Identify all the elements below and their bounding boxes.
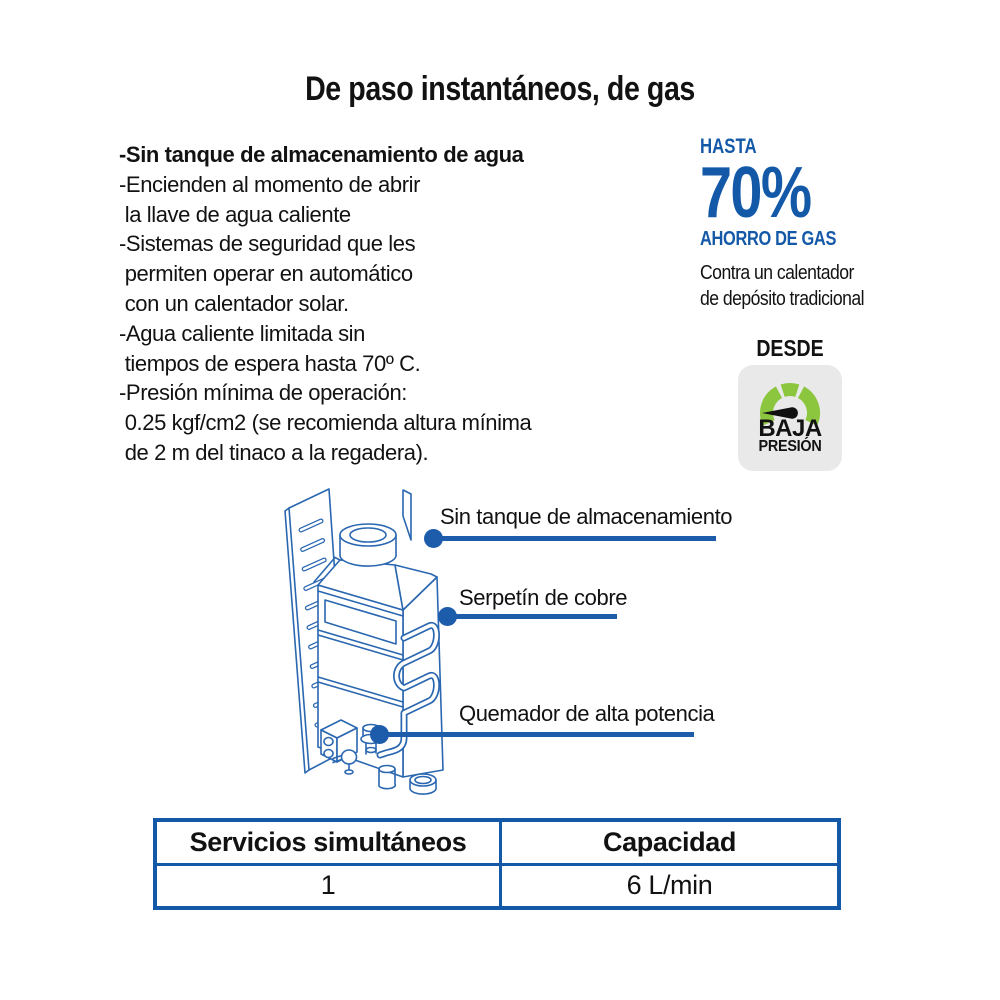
spec-table — [153, 818, 841, 910]
feature-line: la llave de agua caliente — [119, 201, 351, 227]
callout-line — [379, 732, 694, 737]
savings-label: AHORRO DE GAS — [700, 228, 837, 251]
page-title: De paso instantáneos, de gas — [305, 70, 695, 108]
feature-line: de 2 m del tinaco a la regadera). — [119, 439, 429, 465]
pressure-badge-box — [738, 365, 842, 471]
callout-line — [433, 536, 716, 541]
feature-line: con un calentador solar. — [119, 290, 349, 316]
pressure-subtitle: PRESIÓN — [758, 438, 822, 455]
savings-caption-line: Contra un calentador — [700, 262, 854, 285]
spec-table-value-capacidad: 6 L/min — [502, 866, 837, 907]
spec-table-value-servicios: 1 — [157, 866, 499, 907]
feature-line: tiempos de espera hasta 70º C. — [119, 350, 421, 376]
feature-line: -Sin tanque de almacenamiento de agua — [119, 142, 524, 167]
gas-savings-badge — [700, 136, 920, 312]
callout-dot — [370, 725, 389, 744]
feature-line: permiten operar en automático — [119, 261, 413, 287]
callout-dot — [438, 607, 457, 626]
spec-table-header-capacidad: Capacidad — [502, 822, 837, 863]
savings-caption-line: de depósito tradicional — [700, 288, 864, 311]
callout-dot — [424, 529, 443, 548]
feature-line: 0.25 kgf/cm2 (se recomienda altura mínima — [119, 410, 532, 436]
feature-line: -Encienden al momento de abrir — [119, 171, 421, 197]
spec-table-header-servicios: Servicios simultáneos — [157, 822, 499, 863]
feature-line: -Agua caliente limitada sin — [119, 320, 366, 346]
low-pressure-badge — [738, 337, 842, 471]
savings-caption — [700, 260, 894, 312]
pressure-kicker: DESDE — [756, 335, 824, 361]
pressure-title: BAJA — [758, 415, 822, 442]
feature-line: -Sistemas de seguridad que les — [119, 231, 416, 257]
water-heater-illustration — [283, 478, 463, 813]
feature-line: -Presión mínima de operación: — [119, 380, 407, 406]
callout-label-sin-tanque: Sin tanque de almacenamiento — [440, 504, 733, 529]
callout-line — [447, 614, 617, 619]
savings-kicker: HASTA — [700, 135, 757, 158]
feature-list — [119, 140, 531, 468]
callout-label-quemador: Quemador de alta potencia — [459, 701, 715, 726]
callout-label-serpetin: Serpetín de cobre — [459, 585, 628, 610]
savings-percent: 70% — [700, 153, 811, 233]
